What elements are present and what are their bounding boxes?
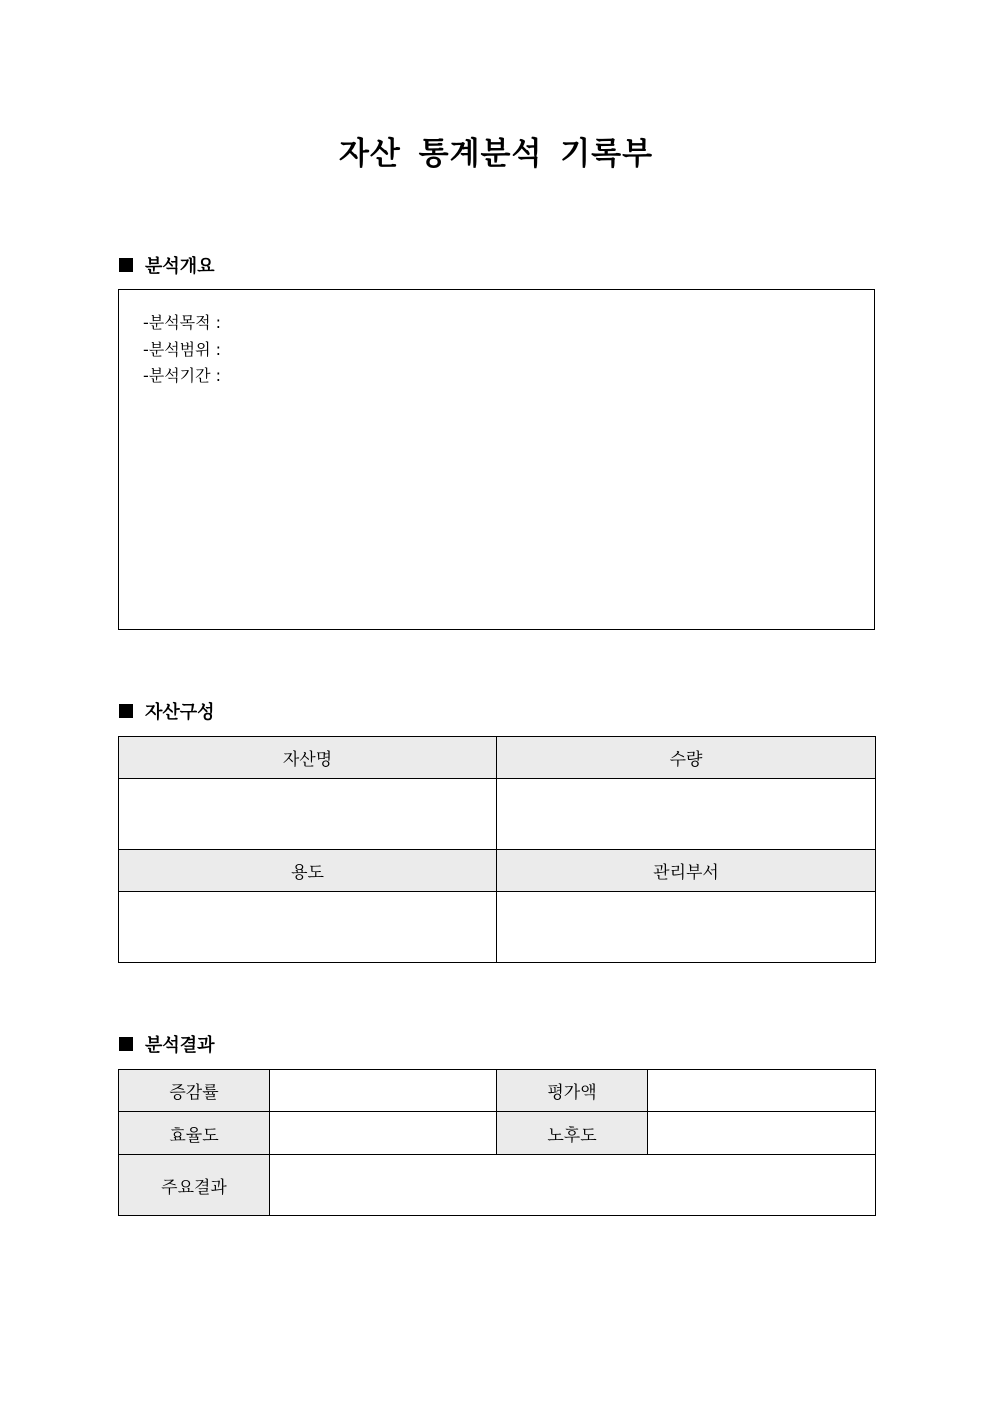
cell-quantity[interactable] [497, 779, 876, 850]
overview-period: -분석기간 : [143, 366, 222, 385]
asset-composition-table [118, 736, 876, 963]
section-heading-overview [119, 253, 215, 277]
analysis-result-table [118, 1069, 876, 1216]
section-heading-label: 분석개요 [145, 256, 215, 277]
cell-deterioration[interactable] [648, 1112, 876, 1155]
label-change-rate: 증감률 [119, 1070, 270, 1112]
cell-change-rate[interactable] [270, 1070, 497, 1112]
cell-department[interactable] [497, 892, 876, 963]
overview-scope: -분석범위 : [143, 339, 222, 359]
section-heading-results [119, 1032, 215, 1056]
square-bullet-icon [119, 258, 133, 272]
label-key-results: 주요결과 [119, 1155, 270, 1216]
cell-usage[interactable] [119, 892, 497, 963]
cell-efficiency[interactable] [270, 1112, 497, 1155]
cell-asset-name[interactable] [119, 779, 497, 850]
section-heading-label: 분석결과 [145, 1035, 215, 1056]
header-department: 관리부서 [497, 850, 876, 892]
label-appraised-value: 평가액 [497, 1070, 648, 1112]
overview-purpose: -분석목적 : [143, 313, 222, 332]
cell-appraised-value[interactable] [648, 1070, 876, 1112]
page-title: 자산 통계분석 기록부 [338, 136, 654, 172]
overview-box[interactable] [118, 289, 875, 630]
section-heading-composition [119, 699, 215, 723]
header-usage: 용도 [119, 850, 497, 892]
cell-key-results[interactable] [270, 1155, 876, 1216]
label-deterioration: 노후도 [497, 1112, 648, 1155]
section-heading-label: 자산구성 [145, 702, 215, 723]
label-efficiency: 효율도 [119, 1112, 270, 1155]
header-asset-name: 자산명 [119, 737, 497, 779]
square-bullet-icon [119, 704, 133, 718]
overview-lines [143, 310, 221, 390]
header-quantity: 수량 [497, 737, 876, 779]
square-bullet-icon [119, 1037, 133, 1051]
